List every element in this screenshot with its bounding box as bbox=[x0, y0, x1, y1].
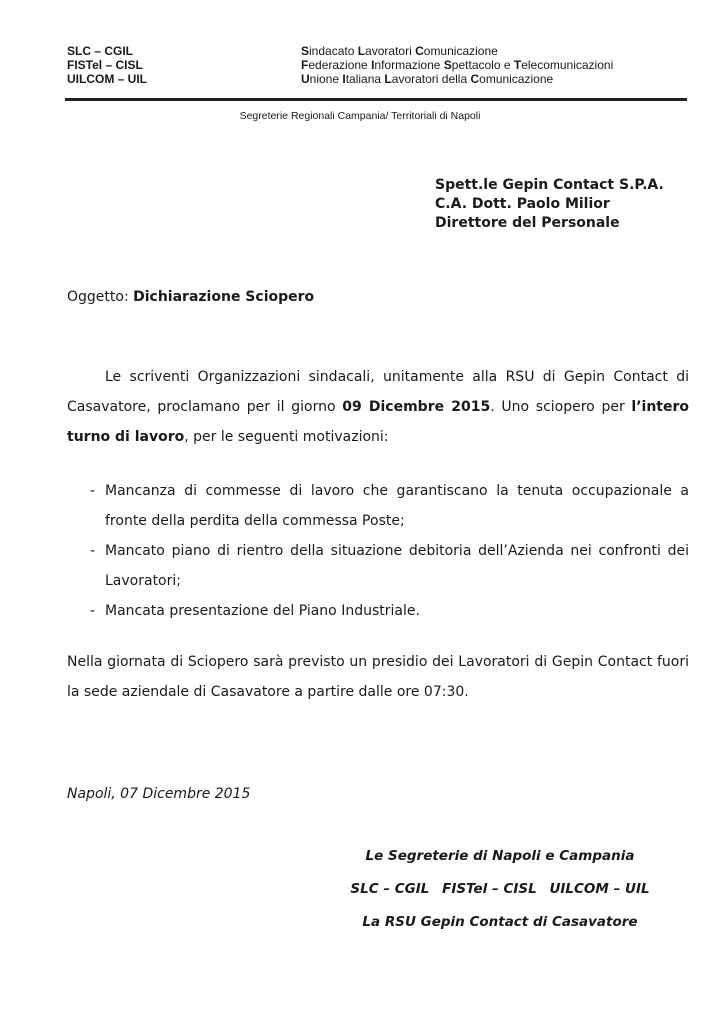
union-name-initial: T bbox=[513, 58, 522, 72]
union-name-rest: avoratori bbox=[365, 44, 416, 58]
paragraph-proclamation bbox=[67, 362, 689, 452]
union-full-name-line bbox=[301, 58, 613, 72]
union-name-rest: elecomunicazioni bbox=[521, 58, 614, 72]
list-item: - Mancato piano di rientro della situazione debitoria dell’Azienda nei confronti dei Lavoratori; bbox=[90, 536, 689, 596]
union-name-initial: L bbox=[357, 44, 366, 58]
union-name-rest: ederazione bbox=[308, 58, 372, 72]
list-item: - Mancanza di commesse di lavoro che garantiscano la tenuta occupazionale a fronte della perdita della commessa Poste; bbox=[90, 476, 689, 536]
union-name-initial: C bbox=[415, 44, 424, 58]
union-acronym-fistel: FISTel – CISL bbox=[67, 58, 143, 72]
union-acronym-slc: SLC – CGIL bbox=[67, 44, 134, 58]
union-acronym-uilcom: UILCOM – UIL bbox=[67, 72, 147, 86]
union-name-rest: pettacolo e bbox=[451, 58, 514, 72]
union-name-initial: I bbox=[342, 72, 346, 86]
signature-secretariats: Le Segreterie di Napoli e Campania bbox=[365, 848, 635, 864]
subject-line bbox=[67, 289, 314, 305]
signature-rsu: La RSU Gepin Contact di Casavatore bbox=[362, 914, 638, 930]
addressee-attention: C.A. Dott. Paolo Milior bbox=[435, 196, 610, 212]
subject-text: Dichiarazione Sciopero bbox=[133, 289, 315, 305]
p1-text-c: , per le seguenti motivazioni: bbox=[184, 429, 389, 445]
union-name-rest: avoratori della bbox=[391, 72, 471, 86]
union-name-initial: F bbox=[301, 58, 309, 72]
subheader: Segreterie Regionali Campania/ Territoriali di Napoli bbox=[239, 110, 481, 122]
strike-date: 09 Dicembre 2015 bbox=[342, 399, 491, 415]
union-name-initial: S bbox=[443, 58, 452, 72]
union-full-name-line bbox=[301, 44, 613, 58]
union-name-rest: nformazione bbox=[374, 58, 444, 72]
signature-union-slc: SLC – CGIL bbox=[350, 881, 430, 897]
subject-label: Oggetto: bbox=[67, 289, 129, 305]
union-acronyms bbox=[67, 44, 147, 86]
union-name-rest: omunicazione bbox=[479, 72, 554, 86]
union-name-rest: omunicazione bbox=[423, 44, 498, 58]
signature-unions bbox=[320, 873, 680, 906]
p1-text-a: Le scriventi Organizzazioni sindacali, unitamente alla RSU di Gepin Contact di Casavatore, proclamano per il giorno bbox=[67, 369, 689, 415]
union-name-rest: nione bbox=[309, 72, 343, 86]
date-line: Napoli, 07 Dicembre 2015 bbox=[67, 786, 251, 802]
strike-duration: l’intero turno di lavoro bbox=[67, 399, 690, 445]
union-full-name-line bbox=[301, 72, 613, 86]
header-divider bbox=[65, 98, 687, 101]
union-name-rest: taliana bbox=[345, 72, 385, 86]
addressee-role: Direttore del Personale bbox=[435, 215, 620, 231]
addressee-block bbox=[435, 176, 664, 233]
paragraph-picket: Nella giornata di Sciopero sarà previsto un presidio dei Lavoratori di Gepin Contact fuori la sede aziendale di Casavatore a partire dalle ore 07:30. bbox=[67, 654, 689, 700]
union-full-names bbox=[301, 44, 613, 86]
addressee-company: Spett.le Gepin Contact S.P.A. bbox=[435, 177, 664, 193]
signature-union-uilcom: UILCOM – UIL bbox=[549, 881, 650, 897]
signature-union-fistel: FISTel – CISL bbox=[442, 881, 537, 897]
union-name-initial: I bbox=[371, 58, 375, 72]
p1-text-b: . Uno sciopero per bbox=[490, 399, 632, 415]
union-name-rest: indacato bbox=[309, 44, 358, 58]
union-name-initial: U bbox=[301, 72, 310, 86]
signature-block bbox=[320, 840, 680, 939]
union-name-initial: L bbox=[384, 72, 392, 86]
union-name-initial: S bbox=[301, 44, 310, 58]
union-name-initial: C bbox=[470, 72, 480, 86]
motivations-list bbox=[90, 476, 689, 626]
list-item: - Mancata presentazione del Piano Industriale. bbox=[90, 596, 689, 626]
